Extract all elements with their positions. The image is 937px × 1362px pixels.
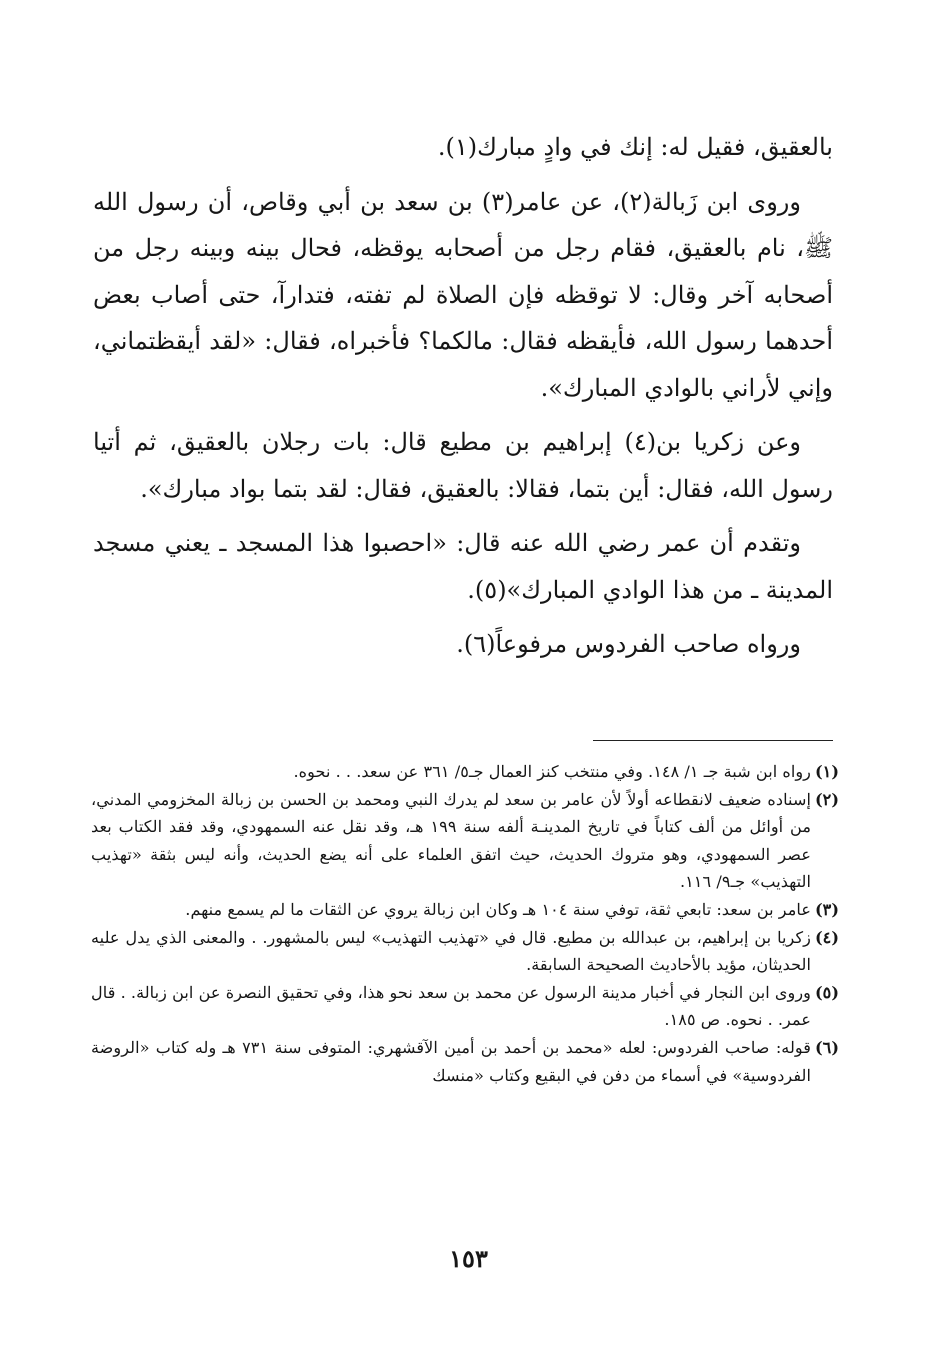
footnote-text: عامر بن سعد: تابعي ثقة، توفي سنة ١٠٤ هـ وكان ابن زبالة يروي عن الثقات ما لم يسمع منهم.: [185, 899, 811, 919]
footnote-text: رواه ابن شبة جـ ١/ ١٤٨. وفي منتخب كنز العمال جـ٥/ ٣٦١ عن سعد. . . نحوه.: [293, 762, 811, 781]
footnote-3: [91, 896, 839, 924]
footnote-separator: [593, 740, 833, 741]
footnote-text: زكريا بن إبراهيم، بن عبدالله بن مطيع. قال في «تهذيب التهذيب» ليس بالمشهور. . والمعنى الذي يدل عليه الحديثان، مؤيد بالأحاديث الصحيحة السابقة.: [91, 927, 811, 975]
footnote-number: (٤): [814, 927, 839, 947]
footnote-number: (١): [814, 762, 839, 781]
paragraph-5: ورواه صاحب الفردوس مرفوعاً(٦).: [456, 630, 801, 658]
footnote-text: إسناده ضعيف لانقطاعه أولاً لأن عامر بن سعد لم يدرك النبي ومحمد بن الحسن بن زبالة المخزومي المدني، من أوائل من ألف كتاباً في تاريخ المدينـة ألفه سنة ١٩٩ هـ، وقد نقل عنه السمهودي، وقد فقد الكتاب بعد عصر السمهودي، وهو متروك الحديث، حيث اتفق العلماء على أنه يضع الحديث، وأنه ليس بثقة «تهذيب التهذيب» جـ٩/ ١١٦.: [91, 789, 811, 892]
footnote-number: (٣): [814, 899, 839, 919]
footnotes: [91, 758, 839, 1089]
footnote-text: وروى ابن النجار في أخبار مدينة الرسول عن محمد بن سعد نحو هذا، وفي تحقيق النصرة عن ابن زبالة. . قال عمر. . نحوه. ص ١٨٥.: [91, 982, 811, 1030]
footnote-number: (٥): [814, 982, 839, 1002]
footnote-1: [91, 758, 839, 786]
footnote-number: (٦): [814, 1037, 839, 1057]
footnote-6: [91, 1034, 839, 1089]
page-number: ١٥٣: [449, 1244, 488, 1273]
footnote-4: [91, 924, 839, 979]
paragraph-2: وروى ابن زَبالة(٢)، عن عامر(٣) بن سعد بن أبي وقاص، أن رسول الله ﷺ، نام بالعقيق، فقام رجل من أصحابه يوقظه، فحال بينه وبينه رجل من أصحابه آخر وقال: لا توقظه فإن الصلاة لم تفته، فتدارآ، حتى أصاب بعض أحدهما رسول الله، فأيقظه فقال: مالكما؟ فأخبراه، فقال: «لقد أيقظتماني، وإني لأراني بالوادي المبارك».: [93, 187, 833, 402]
paragraph-4: وتقدم أن عمر رضي الله عنه قال: «احصبوا هذا المسجد ـ يعني مسجد المدينة ـ من هذا الوادي المبارك»(٥).: [93, 529, 833, 604]
footnote-2: [91, 786, 839, 896]
footnote-5: [91, 979, 839, 1034]
footnote-number: (٢): [814, 789, 839, 809]
paragraph-3: وعن زكريا بن(٤) إبراهيم بن مطيع قال: بات رجلان بالعقيق، ثم أتيا رسول الله، فقال: أين بتما، فقالا: بالعقيق، فقال: لقد بتما بواد مبارك».: [93, 428, 833, 503]
main-text: [93, 124, 833, 668]
footnote-text: قوله: صاحب الفردوس: لعله «محمد بن أحمد بن أمين الآقشهري: المتوفى سنة ٧٣١ هـ وله كتاب «الروضة الفردوسية» في أسماء من دفن في البقيع وكتاب «منسك: [91, 1037, 811, 1085]
paragraph-1: بالعقيق، فقيل له: إنك في وادٍ مبارك(١).: [437, 133, 833, 161]
